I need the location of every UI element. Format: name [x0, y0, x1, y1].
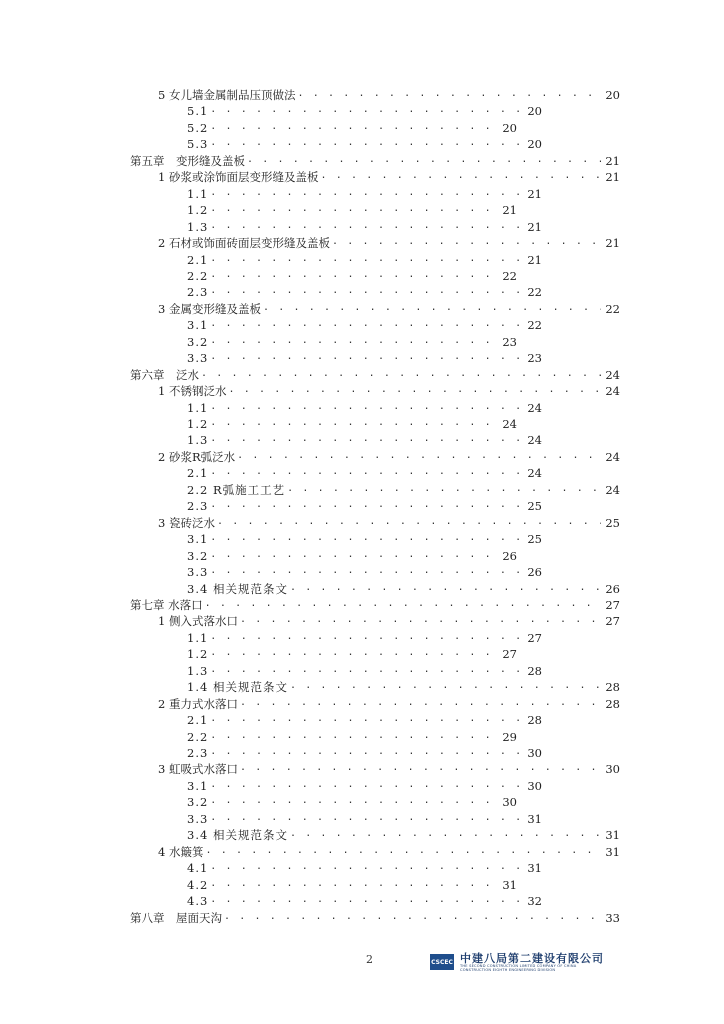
toc-entry-label: 2 砂浆R弧泛水 — [158, 449, 236, 464]
toc-entry-label: 第七章 水落口 — [130, 597, 203, 612]
toc-entry-page: 25 — [527, 499, 542, 514]
toc-entry[interactable] — [158, 87, 620, 103]
toc-entry-page: 24 — [605, 449, 620, 464]
toc-dot-leader — [210, 860, 523, 876]
toc-entry-label: 1.2 — [187, 203, 209, 218]
toc-dot-leader — [237, 449, 601, 465]
toc-entry-page: 20 — [605, 88, 620, 102]
toc-entry-page: 20 — [502, 120, 517, 135]
toc-entry[interactable] — [187, 334, 517, 350]
toc-entry-label: 2 重力式水落口 — [158, 696, 238, 711]
toc-dot-leader — [290, 679, 601, 695]
toc-entry-label: 3.4 相关规范条文 — [187, 581, 288, 596]
toc-entry[interactable] — [187, 827, 620, 843]
toc-entry[interactable] — [187, 268, 517, 284]
toc-entry-label: 2 石材或饰面砖面层变形缝及盖板 — [158, 236, 330, 251]
toc-entry[interactable] — [158, 169, 620, 185]
toc-entry[interactable] — [158, 301, 620, 317]
toc-entry-page: 30 — [527, 746, 542, 760]
toc-dot-leader — [210, 630, 523, 646]
toc-entry-page: 26 — [502, 548, 517, 563]
toc-dot-leader — [210, 284, 523, 300]
toc-entry-page: 21 — [605, 236, 620, 251]
toc-dot-leader — [210, 729, 498, 745]
toc-entry-page: 27 — [605, 597, 620, 612]
toc-entry-page: 27 — [527, 630, 542, 645]
toc-entry-label: 2.2 — [187, 729, 209, 744]
toc-dot-leader — [210, 646, 498, 662]
toc-dot-leader — [210, 564, 523, 580]
toc-entry-label: 3.2 — [187, 334, 209, 349]
toc-entry[interactable] — [187, 778, 542, 794]
toc-entry[interactable] — [187, 860, 542, 876]
toc-entry-page: 20 — [527, 137, 542, 152]
toc-entry-label: 1.3 — [187, 219, 209, 234]
toc-entry[interactable] — [158, 449, 620, 465]
toc-entry-page: 28 — [605, 680, 620, 695]
toc-entry[interactable] — [187, 877, 517, 893]
toc-entry-label: 2.3 — [187, 499, 209, 514]
toc-entry-label: 3.3 — [187, 351, 209, 366]
toc-entry[interactable] — [187, 317, 542, 333]
toc-entry-page: 22 — [527, 318, 542, 333]
toc-entry-label: 2.2 — [187, 268, 209, 283]
company-logo-icon: CSCEC — [430, 954, 454, 970]
toc-entry[interactable] — [187, 400, 542, 416]
toc-entry[interactable] — [187, 498, 542, 514]
toc-entry[interactable] — [187, 103, 542, 119]
toc-entry[interactable] — [187, 564, 542, 580]
toc-entry-page: 22 — [502, 268, 517, 283]
toc-entry-page: 27 — [605, 614, 620, 629]
toc-entry-label: 3.3 — [187, 565, 209, 580]
toc-dot-leader — [210, 268, 498, 284]
toc-entry[interactable] — [187, 219, 542, 235]
toc-dot-leader — [210, 186, 523, 202]
toc-entry[interactable] — [187, 482, 620, 498]
toc-entry-page: 30 — [502, 795, 517, 810]
toc-entry-label: 3 虹吸式水落口 — [158, 762, 238, 777]
toc-dot-leader — [247, 153, 601, 169]
toc-dot-leader — [210, 432, 523, 448]
toc-entry[interactable] — [187, 663, 542, 679]
toc-entry-page: 24 — [527, 433, 542, 448]
toc-entry[interactable] — [158, 761, 620, 777]
toc-entry-page: 26 — [605, 581, 620, 596]
toc-entry-label: 4.3 — [187, 894, 209, 909]
toc-entry-page: 31 — [605, 844, 620, 859]
toc-entry-page: 30 — [527, 778, 542, 793]
toc-entry-page: 31 — [605, 828, 620, 843]
toc-entry-page: 21 — [527, 186, 542, 201]
toc-entry-label: 1.4 相关规范条文 — [187, 680, 288, 695]
toc-entry-label: 第五章 变形缝及盖板 — [130, 153, 245, 168]
toc-dot-leader — [240, 696, 601, 712]
toc-dot-leader — [210, 663, 523, 679]
toc-dot-leader — [287, 482, 601, 498]
toc-entry[interactable] — [158, 383, 620, 399]
toc-entry[interactable] — [187, 729, 517, 745]
toc-entry-page: 28 — [527, 713, 542, 728]
toc-entry-page: 31 — [527, 861, 542, 876]
toc-entry-label: 1.1 — [187, 630, 209, 645]
toc-dot-leader — [217, 515, 601, 531]
toc-entry-label: 3.2 — [187, 795, 209, 810]
toc-dot-leader — [332, 235, 601, 251]
toc-entry-label: 1.1 — [187, 186, 209, 201]
toc-dot-leader — [210, 794, 498, 810]
toc-entry[interactable] — [187, 120, 517, 136]
toc-entry-page: 33 — [605, 910, 620, 925]
toc-dot-leader — [240, 761, 601, 777]
toc-dot-leader — [205, 844, 601, 860]
toc-entry-label: 5.3 — [187, 137, 209, 152]
toc-entry-label: 3.1 — [187, 532, 209, 547]
toc-entry[interactable] — [130, 153, 620, 169]
toc-dot-leader — [210, 103, 523, 119]
toc-entry-page: 21 — [527, 219, 542, 234]
toc-entry[interactable] — [187, 432, 542, 448]
toc-dot-leader — [210, 745, 523, 761]
toc-entry-page: 24 — [527, 466, 542, 481]
toc-dot-leader — [210, 400, 523, 416]
toc-entry-label: 3 金属变形缝及盖板 — [158, 301, 261, 316]
toc-dot-leader — [201, 367, 601, 383]
toc-entry[interactable] — [187, 712, 542, 728]
toc-dot-leader — [210, 350, 523, 366]
toc-entry-label: 2.2 R弧施工工艺 — [187, 482, 286, 497]
toc-dot-leader — [210, 531, 523, 547]
toc-entry-page: 22 — [527, 285, 542, 300]
toc-entry-label: 1.2 — [187, 417, 209, 431]
toc-entry[interactable] — [187, 679, 620, 695]
toc-entry-label: 1.1 — [187, 400, 209, 415]
toc-dot-leader — [210, 498, 523, 514]
toc-dot-leader — [263, 301, 601, 317]
toc-entry-label: 3.1 — [187, 778, 209, 793]
toc-entry[interactable] — [187, 202, 517, 218]
toc-entry-page: 26 — [527, 565, 542, 580]
company-name-en-line2: CONSTRUCTION EIGHTH ENGINEERING DIVISION — [460, 967, 556, 972]
toc-dot-leader — [210, 893, 523, 909]
toc-dot-leader — [210, 219, 523, 235]
toc-entry-label: 4 水簸箕 — [158, 844, 204, 859]
toc-entry-label: 2.1 — [187, 713, 209, 728]
toc-entry-label: 5.2 — [187, 120, 209, 135]
toc-entry[interactable] — [187, 811, 542, 827]
toc-dot-leader — [240, 613, 601, 629]
company-name: 中建八局第二建设有限公司 — [460, 951, 604, 965]
toc-dot-leader — [297, 87, 601, 103]
toc-dot-leader — [210, 120, 498, 136]
toc-entry-page: 23 — [502, 334, 517, 349]
toc-entry-page: 32 — [527, 894, 542, 909]
toc-entry[interactable] — [158, 696, 620, 712]
toc-dot-leader — [210, 811, 523, 827]
toc-entry[interactable] — [158, 235, 620, 251]
toc-dot-leader — [210, 202, 498, 218]
toc-entry-label: 3.1 — [187, 318, 209, 333]
toc-entry[interactable] — [130, 597, 620, 613]
toc-entry[interactable] — [130, 910, 620, 926]
company-logo — [430, 952, 620, 972]
toc-entry[interactable] — [187, 893, 542, 909]
toc-entry-label: 4.1 — [187, 861, 209, 876]
toc-entry[interactable] — [187, 794, 517, 810]
toc-entry[interactable] — [187, 581, 620, 597]
toc-entry[interactable] — [187, 252, 542, 268]
toc-entry[interactable] — [187, 745, 542, 761]
toc-dot-leader — [210, 252, 523, 268]
toc-entry-page: 23 — [527, 351, 542, 366]
toc-entry-page: 22 — [605, 301, 620, 316]
toc-entry-label: 4.2 — [187, 877, 209, 892]
toc-entry-page: 21 — [502, 203, 517, 218]
toc-entry[interactable] — [187, 350, 542, 366]
toc-entry-label: 1 侧入式落水口 — [158, 614, 238, 629]
toc-dot-leader — [210, 548, 498, 564]
toc-dot-leader — [210, 877, 498, 893]
toc-entry-page: 27 — [502, 647, 517, 662]
toc-entry[interactable] — [187, 284, 542, 300]
toc-entry-label: 3.4 相关规范条文 — [187, 828, 288, 843]
toc-entry[interactable] — [187, 531, 542, 547]
toc-entry[interactable] — [187, 548, 517, 564]
toc-entry[interactable] — [187, 465, 542, 481]
toc-dot-leader — [210, 334, 498, 350]
toc-entry-page: 21 — [605, 170, 620, 185]
toc-entry-label: 1 不锈钢泛水 — [158, 384, 227, 399]
toc-dot-leader — [320, 169, 601, 185]
company-name-en-line1: THE SECOND CONSTRUCTION LIMITED COMPANY OF CHINA — [460, 963, 577, 968]
toc-entry-page: 28 — [605, 696, 620, 711]
toc-entry-label: 1.3 — [187, 663, 209, 678]
toc-dot-leader — [210, 416, 498, 432]
toc-entry-page: 24 — [502, 417, 517, 431]
toc-entry[interactable] — [187, 416, 517, 432]
toc-entry-label: 3 瓷砖泛水 — [158, 515, 215, 530]
toc-entry-label: 3.2 — [187, 548, 209, 563]
toc-entry[interactable] — [187, 646, 517, 662]
toc-entry[interactable] — [130, 367, 620, 383]
toc-dot-leader — [224, 910, 601, 926]
toc-entry-label: 1.3 — [187, 433, 209, 448]
toc-entry-page: 29 — [502, 729, 517, 744]
toc-entry-label: 5.1 — [187, 104, 209, 119]
toc-entry-label: 2.1 — [187, 252, 209, 267]
toc-entry-label: 第八章 屋面天沟 — [130, 910, 222, 925]
toc-entry-label: 2.3 — [187, 746, 209, 760]
toc-entry[interactable] — [187, 136, 542, 152]
toc-dot-leader — [210, 712, 523, 728]
toc-entry-label: 3.3 — [187, 811, 209, 826]
toc-entry-label: 1 砂浆或涂饰面层变形缝及盖板 — [158, 170, 319, 185]
page-number: 2 — [366, 953, 373, 966]
toc-dot-leader — [290, 827, 601, 843]
toc-entry-page: 24 — [605, 482, 620, 497]
toc-dot-leader — [210, 778, 523, 794]
toc-entry-label: 5 女儿墙金属制品压顶做法 — [158, 88, 296, 102]
toc-dot-leader — [210, 317, 523, 333]
toc-entry-page: 25 — [527, 532, 542, 547]
toc-entry-page: 24 — [527, 400, 542, 415]
toc-entry-page: 30 — [605, 762, 620, 777]
toc-entry-label: 2.1 — [187, 466, 209, 481]
toc-entry-page: 31 — [502, 877, 517, 892]
toc-entry-page: 20 — [527, 104, 542, 119]
toc-entry-page: 21 — [527, 252, 542, 267]
toc-entry[interactable] — [158, 613, 620, 629]
toc-entry-label: 第六章 泛水 — [130, 367, 199, 382]
toc-entry[interactable] — [187, 186, 542, 202]
toc-entry[interactable] — [158, 844, 620, 860]
toc-entry-page: 25 — [605, 515, 620, 530]
toc-entry-page: 24 — [605, 384, 620, 399]
toc-dot-leader — [210, 136, 523, 152]
toc-entry-page: 24 — [605, 367, 620, 382]
toc-entry-page: 28 — [527, 663, 542, 678]
toc-entry-label: 2.3 — [187, 285, 209, 300]
toc-dot-leader — [205, 597, 602, 613]
toc-entry[interactable] — [158, 515, 620, 531]
toc-dot-leader — [210, 465, 523, 481]
toc-dot-leader — [228, 383, 601, 399]
toc-entry-label: 1.2 — [187, 647, 209, 662]
toc-entry[interactable] — [187, 630, 542, 646]
toc-entry-page: 21 — [605, 153, 620, 168]
toc-entry-page: 31 — [527, 811, 542, 826]
toc-dot-leader — [290, 581, 601, 597]
